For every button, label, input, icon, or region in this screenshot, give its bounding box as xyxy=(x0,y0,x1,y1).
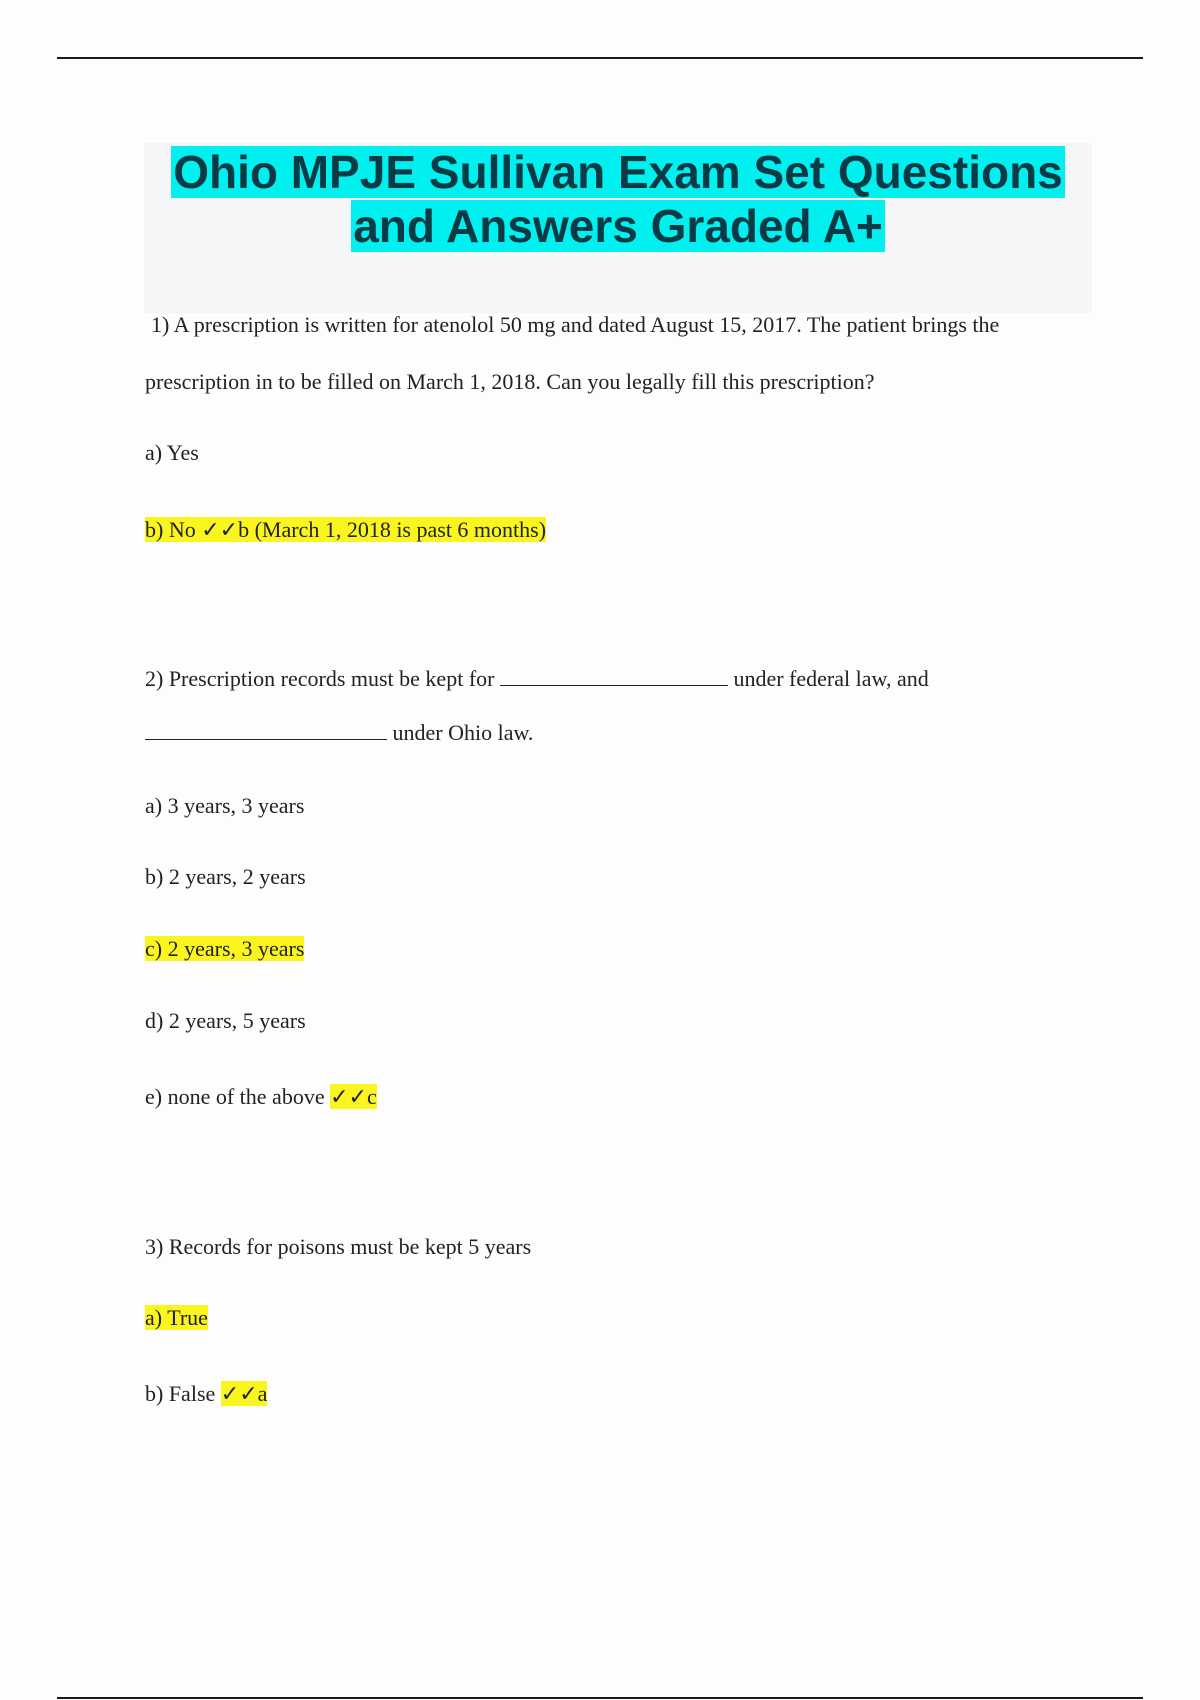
q2-option-a: a) 3 years, 3 years xyxy=(145,793,305,818)
q3-option-b-text: b) False xyxy=(145,1381,216,1406)
document-title xyxy=(144,145,1092,253)
q2-blank-federal xyxy=(500,667,728,686)
q2-blank-ohio xyxy=(145,721,387,740)
q2-stem-part-1: 2) Prescription records must be kept for xyxy=(145,666,495,691)
bottom-rule xyxy=(57,1697,1143,1699)
q2-stem-part-2: under federal law, and xyxy=(733,666,929,691)
q3-correct-option: a) True xyxy=(145,1305,208,1330)
q3-answer-mark: ✓✓a xyxy=(220,1381,268,1406)
q3-option-a xyxy=(145,1303,208,1333)
q2-option-e-text: e) none of the above xyxy=(145,1084,325,1109)
q1-stem-line-2: prescription in to be filled on March 1, 2018. Can you legally fill this prescription? xyxy=(145,369,875,394)
q1-stem-line-1: 1) A prescription is written for atenolol 50 mg and dated August 15, 2017. The patient brings the xyxy=(151,312,1000,337)
q2-option-d: d) 2 years, 5 years xyxy=(145,1008,306,1033)
q2-stem-part-3: under Ohio law. xyxy=(392,720,534,745)
q2-option-e xyxy=(145,1082,377,1112)
q2-option-c xyxy=(145,934,304,964)
q2-stem-line-1 xyxy=(145,664,929,694)
q3-option-b xyxy=(145,1379,267,1409)
q2-correct-option: c) 2 years, 3 years xyxy=(145,936,305,961)
q1-option-a: a) Yes xyxy=(145,440,199,465)
top-rule xyxy=(57,57,1143,59)
q1-option-b xyxy=(145,515,546,545)
q2-answer-mark: ✓✓c xyxy=(330,1084,377,1109)
q3-stem: 3) Records for poisons must be kept 5 years xyxy=(145,1234,532,1259)
q2-option-b: b) 2 years, 2 years xyxy=(145,864,306,889)
title-line-2: and Answers Graded A+ xyxy=(353,200,883,252)
q1-correct-answer: b) No ✓✓b (March 1, 2018 is past 6 months) xyxy=(145,517,547,542)
q2-stem-line-2 xyxy=(145,718,533,748)
title-line-1: Ohio MPJE Sullivan Exam Set Questions xyxy=(173,146,1063,198)
